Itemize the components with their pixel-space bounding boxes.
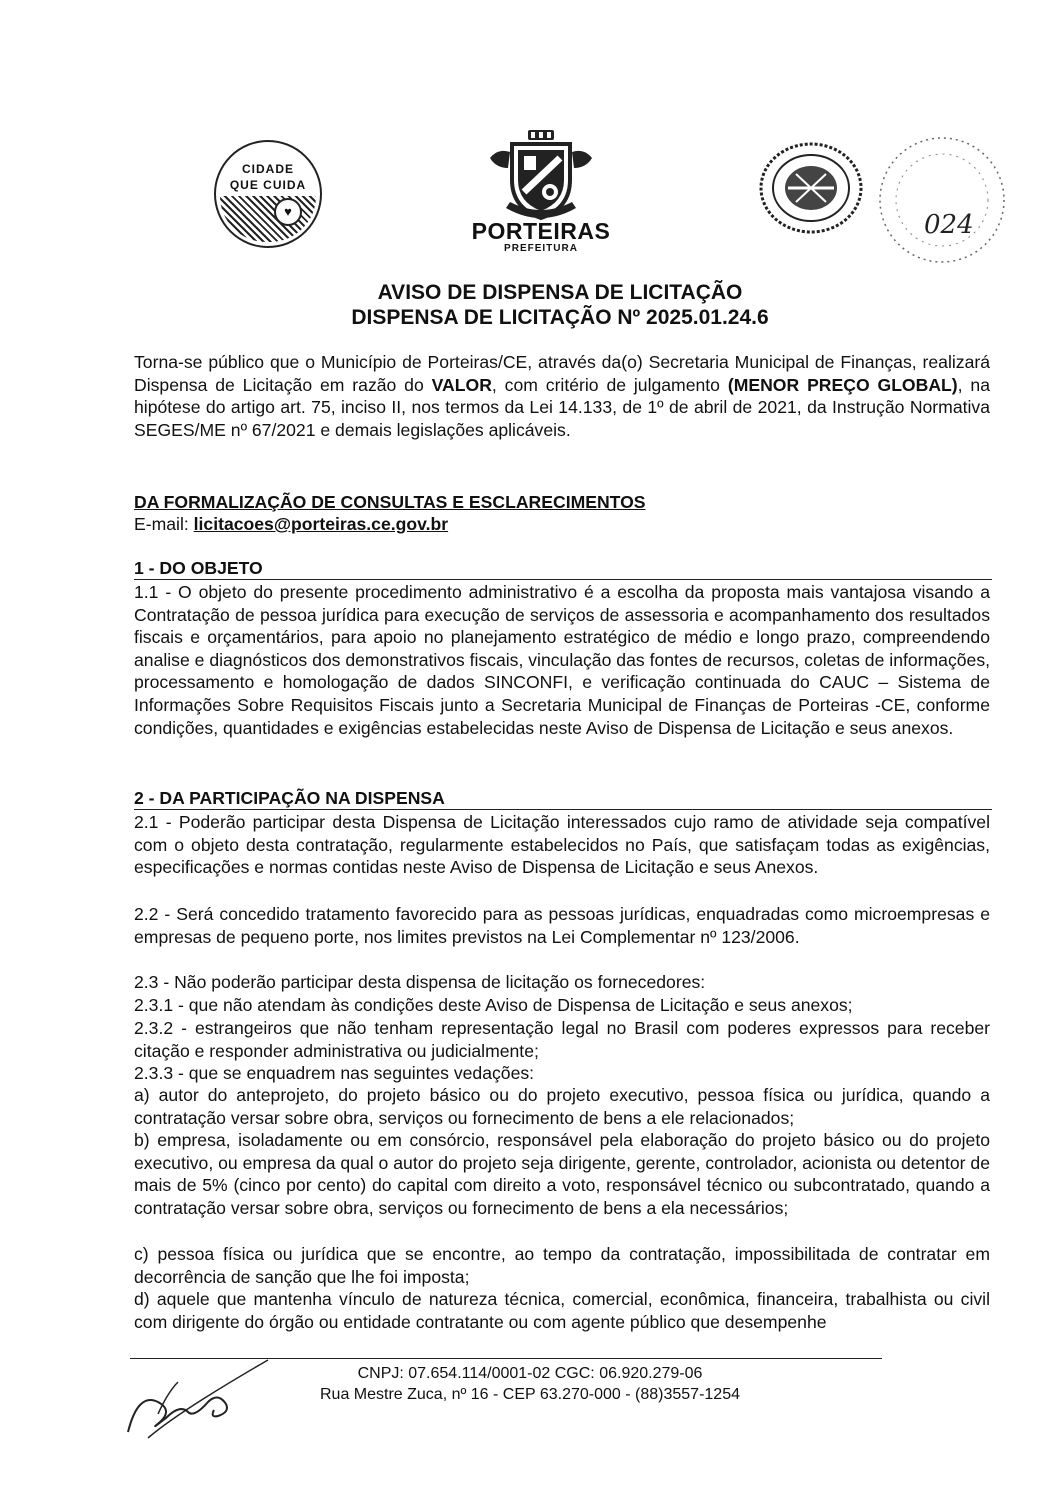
participacao-heading: 2 - DA PARTICIPAÇÃO NA DISPENSA: [134, 788, 445, 808]
brand-subtitle: PREFEITURA: [504, 243, 578, 254]
participacao-divider: [134, 809, 992, 810]
intro-bold-valor: VALOR: [431, 374, 492, 395]
intro-part1: Torna-se público que o Município de Porteiras/CE, através da(o) Secretaria Municipal de Finanças, realizará Dispensa de Licitação em razão do: [134, 352, 990, 395]
footer-cnpj: CNPJ: 07.654.114/0001-02 CGC: 06.920.279-06: [357, 1365, 703, 1382]
item-c: c) pessoa física ou jurídica que se encontre, ao tempo da contratação, impossibilitada de contratar em decorrência de sanção que lhe foi imposta;: [134, 1244, 990, 1287]
page-number-stamp-icon: [872, 128, 1012, 278]
heart-pin-icon: ♥: [274, 198, 302, 226]
brand-name: PORTEIRAS: [471, 218, 611, 244]
paragraph-2-3-1: 2.3.1 - que não atendam às condições deste Aviso de Dispensa de Licitação e seus anexos;: [134, 995, 853, 1015]
email-link[interactable]: licitacoes@porteiras.ce.gov.br: [193, 514, 449, 534]
intro-paragraph: [134, 351, 990, 441]
paragraph-2-2: 2.2 - Será concedido tratamento favorecido para as pessoas jurídicas, enquadradas como microempresas e empresas de pequeno porte, nos limites previstos na Lei Complementar nº 123/2006.: [134, 904, 990, 947]
consultas-heading: DA FORMALIZAÇÃO DE CONSULTAS E ESCLARECIMENTOS: [134, 492, 646, 512]
page-number: 024: [924, 210, 974, 240]
coat-of-arms-icon: [484, 128, 598, 224]
paragraph-2-3: 2.3 - Não poderão participar desta dispensa de licitação os fornecedores:: [134, 972, 706, 992]
footer-address: Rua Mestre Zuca, nº 16 - CEP 63.270-000 - (88)3557-1254: [319, 1386, 740, 1403]
paragraph-2-1: 2.1 - Poderão participar desta Dispensa de Licitação interessados cujo ramo de atividade seja compatível com o objeto desta contratação, regularmente estabelecidos no País, que satisfaçam todas as exigências, especificações e normas contidas neste Aviso de Dispensa de Licitação e seus Anexos.: [134, 812, 990, 878]
item-b: b) empresa, isoladamente ou em consórcio, responsável pela elaboração do projeto básico ou do projeto executivo, ou empresa da qual o autor do projeto seja dirigente, gerente, controlador, acionista ou detentor de mais de 5% (cinco por cento) do capital com direito a voto, responsável técnico ou subcontratado, quando a contratação versar sobre obra, serviços ou fornecimento de bens a ela necessários;: [134, 1130, 990, 1218]
handwritten-signature-icon: [118, 1352, 278, 1442]
paragraph-2-3-3: 2.3.3 - que se enquadrem nas seguintes vedações:: [134, 1063, 535, 1083]
paragraph-2-3-2: 2.3.2 - estrangeiros que não tenham representação legal no Brasil com poderes expressos para receber citação e responder administrativa ou judicialmente;: [134, 1018, 990, 1061]
intro-bold-criterio: (MENOR PREÇO GLOBAL): [727, 374, 958, 395]
logo-text-line2: QUE CUIDA: [229, 178, 307, 192]
footer-divider: [130, 1358, 882, 1359]
logo-text-line1: CIDADE: [241, 162, 294, 176]
item-a: a) autor do anteprojeto, do projeto básico ou do projeto executivo, pessoa física ou jurídica, quando a contratação versar sobre obra, serviços ou fornecimento de bens a ele relacionados;: [134, 1085, 990, 1128]
objeto-paragraph-1-1: 1.1 - O objeto do presente procedimento administrativo é a escolha da proposta mais vantajosa visando a Contratação de pessoa jurídica para execução de serviços de assessoria e acompanhamento dos resultados fiscais e orçamentários, para apoio no planejamento estratégico de médio e longo prazo, compreendendo analise e diagnósticos dos demonstrativos fiscais, vinculação das fontes de recursos, coletas de informações, processamento e homologação de dados SINCONFI, e verificação continuada do CAUC – Sistema de Informações Sobre Requisitos Fiscais junto a Secretaria Municipal de Finanças de Porteiras -CE, conforme condições, quantidades e exigências estabelecidas neste Aviso de Dispensa de Licitação e seus anexos.: [134, 582, 990, 738]
email-label: E-mail:: [134, 514, 194, 534]
item-d: d) aquele que mantenha vínculo de natureza técnica, comercial, econômica, financeira, trabalhista ou civil com dirigente do órgão ou entidade contratante ou com agente público que desempenhe: [134, 1289, 990, 1332]
cidade-que-cuida-logo: [214, 140, 326, 252]
objeto-divider: [134, 579, 992, 580]
objeto-heading: 1 - DO OBJETO: [134, 558, 263, 578]
intro-part3: , na hipótese do artigo art. 75, inciso II, nos termos da Lei 14.133, de 1º de abril de 2021, da Instrução Normativa SEGES/ME nº 67/2021 e demais legislações aplicáveis.: [134, 374, 990, 440]
official-seal-stamp-icon: [756, 138, 866, 238]
email-line: [134, 514, 448, 535]
document-title: AVISO DE DISPENSA DE LICITAÇÃO: [377, 281, 743, 304]
intro-part2: , com critério de julgamento: [491, 374, 728, 395]
document-subtitle: DISPENSA DE LICITAÇÃO Nº 2025.01.24.6: [351, 306, 769, 329]
